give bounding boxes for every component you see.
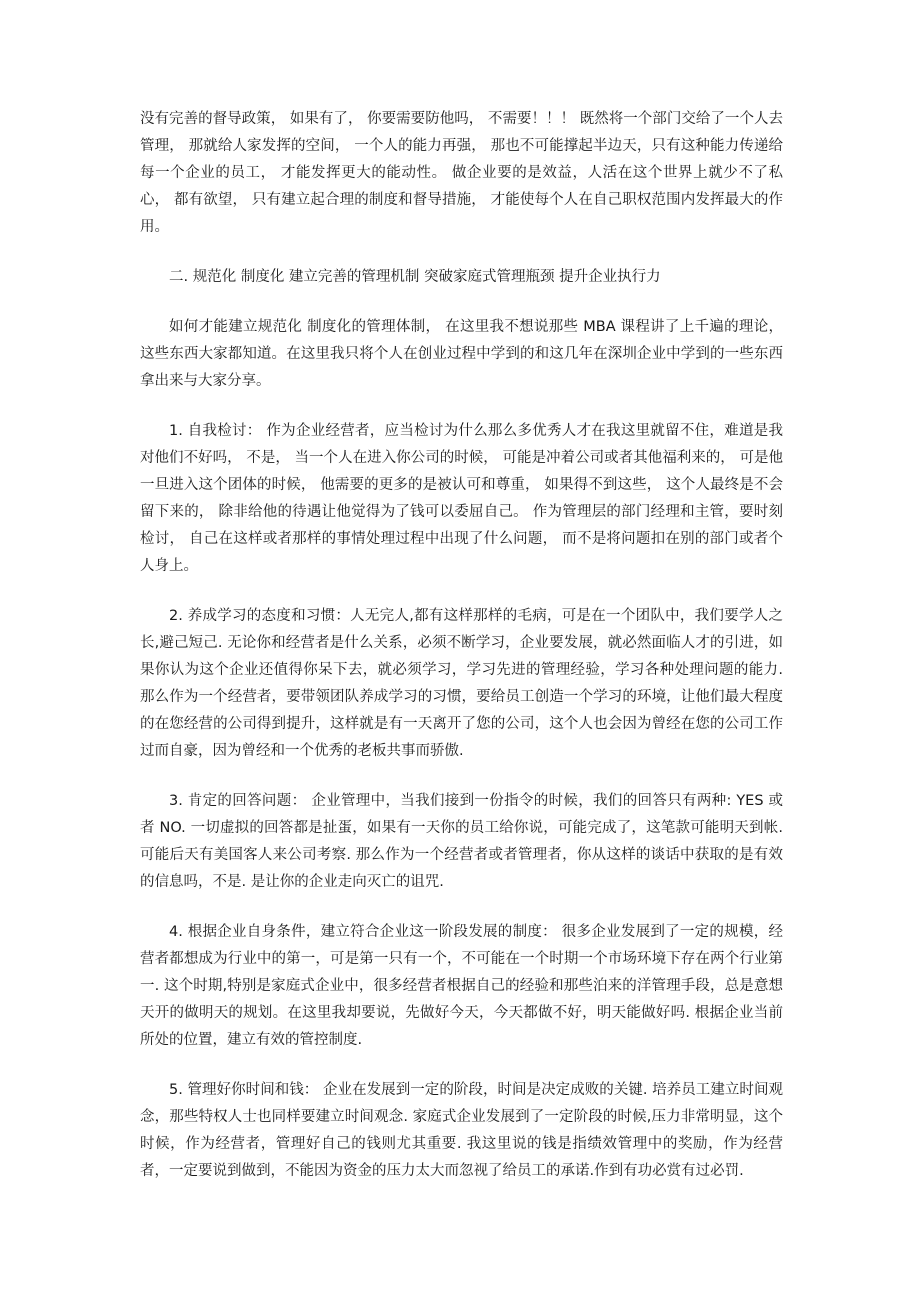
paragraph-point-3: 3. 肯定的回答问题： 企业管理中，当我们接到一份指令的时候，我们的回答只有两种: YES 或者 NO. 一切虚拟的回答都是扯蛋，如果有一天你的员工给你说，可能完成了，这笔款可能明天到帐. 可能后天有美国客人来公司考察. 那么作为一个经营者或者管理者，你从这样的谈话中获取的是有效的信息吗，不是. 是让你的企业走向灭亡的诅咒. — [140, 793, 783, 890]
document-body — [140, 106, 783, 1208]
paragraph-section-intro: 如何才能建立规范化 制度化的管理体制， 在这里我不想说那些 MBA 课程讲了上千遍的理论， 这些东西大家都知道。在这里我只将个人在创业过程中学到的和这几年在深圳企业中学到的一些东西拿出来与大家分享。 — [140, 319, 783, 389]
paragraph-point-1: 1. 自我检讨： 作为企业经营者，应当检讨为什么那么多优秀人才在我这里就留不住，难道是我对他们不好吗， 不是， 当一个人在进入你公司的时候， 可能是冲着公司或者其他福利来的， 可是他一旦进入这个团体的时候， 他需要的更多的是被认可和尊重， 如果得不到这些， 这个人最终是不会留下来的， 除非给他的待遇让他觉得为了钱可以委屈自己。 作为管理层的部门经理和主管，要时刻检讨， 自己在这样或者那样的事情处理过程中出现了什么问题， 而不是将问题扣在别的部门或者个人身上。 — [140, 423, 783, 574]
paragraph-intro-continuation: 没有完善的督导政策， 如果有了， 你要需要防他吗， 不需要！！！ 既然将一个部门交给了一个人去管理， 那就给人家发挥的空间， 一个人的能力再强， 那也不可能撑起半边天，只有这种能力传递给每一个企业的员工， 才能发挥更大的能动性。 做企业要的是效益，人活在这个世界上就少不了私心， 都有欲望， 只有建立起合理的制度和督导措施， 才能使每个人在自己职权范围内发挥最大的作用。 — [140, 111, 783, 235]
paragraph-point-2: 2. 养成学习的态度和习惯：人无完人,都有这样那样的毛病，可是在一个团队中，我们要学人之长,避己短己. 无论你和经营者是什么关系，必须不断学习，企业要发展，就必然面临人才的引进，如果你认为这个企业还值得你呆下去，就必须学习，学习先进的管理经验，学习各种处理问题的能力. 那么作为一个经营者，要带领团队养成学习的习惯，要给员工创造一个学习的环境，让他们最大程度的在您经营的公司得到提升，这样就是有一天离开了您的公司，这个人也会因为曾经在您的公司工作过而自豪，因为曾经和一个优秀的老板共事而骄傲. — [140, 608, 783, 759]
paragraph-point-5: 5. 管理好你时间和钱： 企业在发展到一定的阶段，时间是决定成败的关键. 培养员工建立时间观念，那些特权人士也同样要建立时间观念. 家庭式企业发展到了一定阶段的时候,压力非常明显，这个时候，作为经营者，管理好自己的钱则尤其重要. 我这里说的钱是指绩效管理中的奖励，作为经营者，一定要说到做到，不能因为资金的压力太大而忽视了给员工的承诺.作到有功必赏有过必罚. — [140, 1082, 783, 1179]
paragraph-point-4: 4. 根据企业自身条件，建立符合企业这一阶段发展的制度： 很多企业发展到了一定的规模，经营者都想成为行业中的第一，可是第一只有一个，不可能在一个时期一个市场环境下存在两个行业第一. 这个时期,特别是家庭式企业中，很多经营者根据自己的经验和那些泊来的洋管理手段，总是意想天开的做明天的规划。在这里我却要说，先做好今天，今天都做不好，明天能做好吗. 根据企业当前所处的位置，建立有效的管控制度. — [140, 924, 783, 1048]
section-heading: 二. 规范化 制度化 建立完善的管理机制 突破家庭式管理瓶颈 提升企业执行力 — [169, 269, 661, 285]
